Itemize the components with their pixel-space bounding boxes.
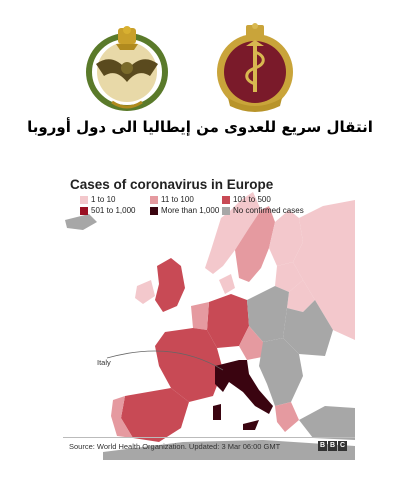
italy-callout-label: Italy: [97, 358, 111, 367]
legend-item: 11 to 100: [150, 195, 194, 204]
map-title: Cases of coronavirus in Europe: [70, 177, 274, 192]
army-emblem-icon: [82, 22, 172, 114]
bbc-logo: B B C: [319, 442, 346, 449]
legend-swatch: [222, 207, 230, 215]
headline: انتقال سريع للعدوى من إيطاليا الى دول أوروبا: [27, 118, 373, 136]
legend-swatch: [80, 207, 88, 215]
map-region-benelux: [191, 302, 209, 330]
map-region-sardinia: [213, 404, 221, 420]
legend-item: 1 to 10: [80, 195, 115, 204]
europe-map-panel: [63, 170, 355, 460]
legend-item: 501 to 1,000: [80, 206, 135, 215]
footer-divider: [63, 437, 355, 438]
legend-item: More than 1,000: [150, 206, 219, 215]
legend-swatch: [150, 207, 158, 215]
legend-item: No confirmed cases: [222, 206, 304, 215]
legend-swatch: [150, 196, 158, 204]
legend-swatch: [222, 196, 230, 204]
source-note: Source: World Health Organization. Updated: 3 Mar 06:00 GMT: [69, 442, 281, 451]
legend-item: 101 to 500: [222, 195, 271, 204]
legend-swatch: [80, 196, 88, 204]
medical-emblem-icon: [210, 22, 300, 114]
